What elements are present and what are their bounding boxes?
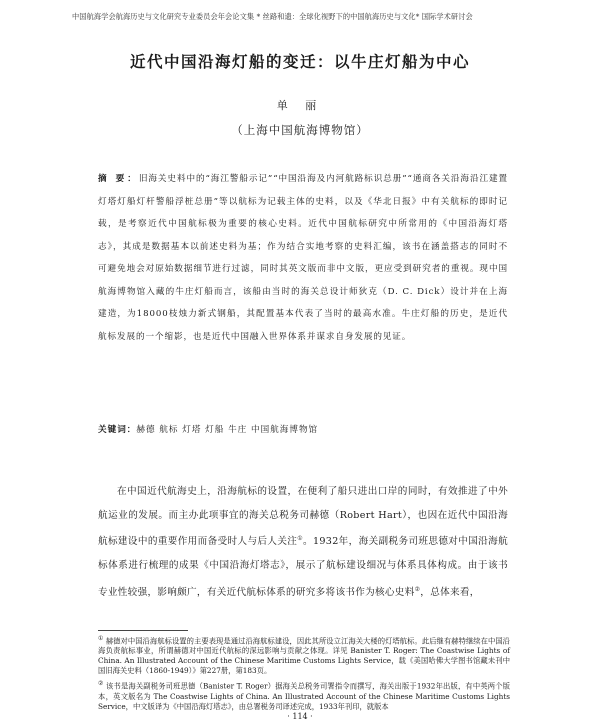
body-text-part3: ，总体来看， — [420, 587, 480, 599]
footnote-1 — [98, 634, 510, 676]
abstract — [98, 168, 508, 348]
body-text-part1: 在中国近代航海史上，沿海航标的设置，在便利了船只进出口岸的同时，有效推进了中外航运业的发展。而主办此项事宜的海关总税务司赫德（Robert Hart），也因在近代中国沿海航标建设中的重要作用而备受时人与后人关注 — [98, 486, 508, 548]
author-name: 单 丽 — [276, 99, 324, 112]
footnote-mark: ② — [98, 680, 104, 688]
running-header: 中国航海学会航海历史与文化研究专业委员会年会论文集 * 丝路和遗：全球化视野下的中国航海历史与文化* 国际学术研讨会 — [72, 12, 473, 21]
footnote-mark: ① — [98, 635, 104, 642]
keywords — [98, 423, 508, 437]
footnote-divider — [98, 630, 188, 631]
footnote-2 — [98, 679, 510, 711]
body-text-part2: 。1932年，海关副税务司班思德对中国沿海航标体系进行梳理的成果《中国沿海灯塔志》，展示了航标建设细况与体系具体构成。由于该书专业性较强，影响颇广，有关近代航标体系的研究多将该书作为核心史料 — [98, 536, 508, 599]
footnotes — [98, 634, 510, 715]
footnote-text: 该书是海关副税务司班思德（Banister T. Roger）据海关总税务司署指令而撰写，海关出版于1932年出版，有中英两个版本，英文版名为 The Coastwise Lights of China. An Illustrated Account of the Chinese Maritime Customs Lights Service，中文版译为《中国沿海灯塔志》，由总署税务司译述完成，1933年刊印，就版本 — [98, 681, 510, 711]
abstract-text: 旧海关史料中的“海江警船示记”“中国沿海及内河航路标识总册”“通商各关沿海沿江建置灯塔灯船灯杆警船浮桩总册”等以航标为记载主体的史料，以及《华北日报》中有关航标的即时记载，是考察近代中国航标极为重要的核心史料。近代中国航标研究中所常用的《中国沿海灯塔志》，其成是数据基本以前述史料为基；作为结合实地考察的史料汇编，该书在涵盖搭志的同时不可避免地会对原始数据细节进行过滤，同时其英文版而非中文版，更应受到研究者的重视。现中国航海博物馆入藏的牛庄灯船而言，该船由当时的海关总设计师狄克（D. C. Dick）设计并在上海建造，为18000枝烛力新式钢船，其配置基本代表了当时的最高水准。牛庄灯船的历史，是近代航标发展的一个缩影，也是近代中国融入世界体系并谋求自身发展的见证。 — [98, 174, 508, 342]
page-number: · 114 · — [287, 712, 313, 721]
keywords-text: 赫德 航标 灯塔 灯船 牛庄 中国航海博物馆 — [136, 425, 319, 435]
keywords-label: 关键词： — [98, 425, 137, 435]
footnote-ref-1: ① — [297, 535, 304, 543]
footnote-ref-2: ② — [414, 586, 421, 593]
paper-title: 近代中国沿海灯船的变迁：以牛庄灯船为中心 — [129, 52, 470, 71]
author-affiliation: （上海中国航海博物馆） — [231, 123, 369, 137]
footnote-text: 赫德对中国沿海航标设置的主要表现是通过沿海航标建设，因此其所设立江海关大楼的灯塔航标。此后继有赫特继续在中国沿海负责航标事业，所谓赫德对中国近代航标的深远影响与贡献之体现。详见 Banister T. Roger: The Coastwise Lights of China. An Illustrated Account of the Chinese Maritime Customs Lights Service，载《美国哈佛大学图书馆藏未刊中国旧海关史料（1860-1949）》第227册，第183页。 — [98, 636, 510, 676]
abstract-label: 摘 要： — [98, 174, 139, 184]
body-paragraph — [98, 480, 508, 605]
